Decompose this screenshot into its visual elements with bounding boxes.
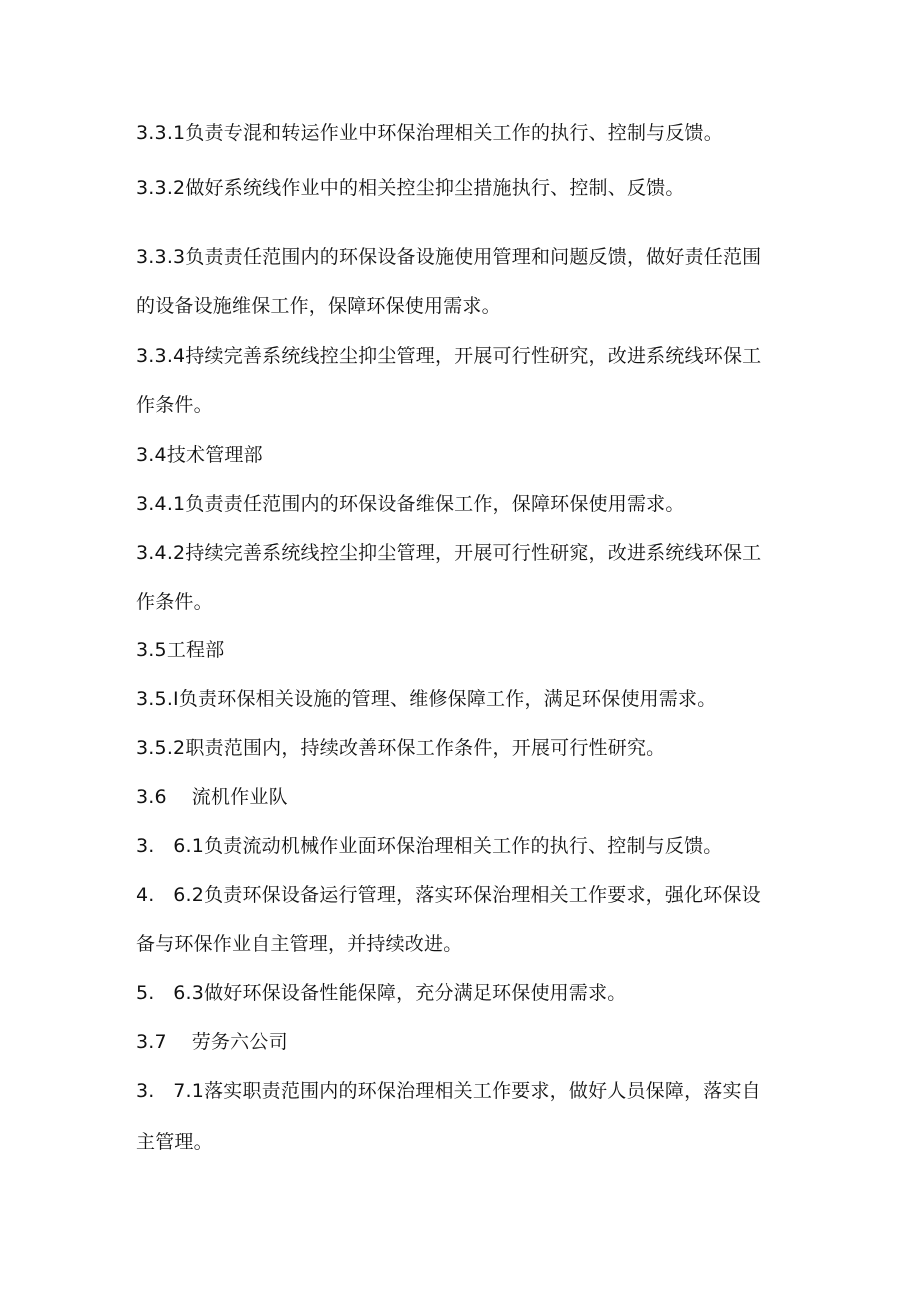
- section-heading-3-6: 3.6 流机作业队: [136, 786, 288, 808]
- text-line-3-3-3: 3.3.3负责责任范围内的环保设备设施使用管理和问题反馈，做好责任范围: [136, 246, 762, 268]
- text-line-3-4-2: 3.4.2持续完善系统线控尘抑尘管理，开展可行性研窕，改进系统线环保工: [136, 542, 762, 564]
- text-line-3-3-4: 3.3.4持续完善系统线控尘抑尘管理，开展可行性研究，改进系统线环保工: [136, 345, 762, 367]
- text-line-3-3-2: 3.3.2做好系统线作业中的相关控尘抑尘措施执行、控制、反馈。: [136, 177, 685, 199]
- section-heading-3-5: 3.5工程部: [136, 639, 225, 661]
- text-line-7-1-cont: 主管理。: [136, 1131, 213, 1153]
- section-heading-3-4: 3.4技术管理部: [136, 444, 263, 466]
- text-line-3-3-4-cont: 作条件。: [136, 394, 213, 416]
- text-line-6-1: 3. 6.1负责流动机械作业面环保治理相关工作的执行、控制与反馈。: [136, 835, 723, 857]
- text-line-3-5-1: 3.5.I负责环保相关设施的管理、维修保障工作，满足环保使用需求。: [136, 688, 717, 710]
- text-line-3-3-1: 3.3.1负责专混和转运作业中环保治理相关工作的执行、控制与反馈。: [136, 122, 723, 144]
- text-line-3-4-2-cont: 作条件。: [136, 591, 213, 613]
- text-line-6-2-cont: 备与环保作业自主管理，并持续改进。: [136, 933, 463, 955]
- text-line-3-4-1: 3.4.1负责责任范围内的环保设备维保工作，保障环保使用需求。: [136, 493, 685, 515]
- text-line-6-2: 4. 6.2负责环保设备运行管理，落实环保治理相关工作要求，强化环保设: [136, 884, 761, 906]
- text-line-3-3-3-cont: 的设备设施维保工作，保障环保使用需求。: [136, 295, 501, 317]
- section-heading-3-7: 3.7 劳务六公司: [136, 1031, 288, 1053]
- text-line-3-5-2: 3.5.2职责范围内，持续改善环保工作条件，开展可行性研究。: [136, 737, 666, 759]
- text-line-7-1: 3. 7.1落实职责范围内的环保治理相关工作要求，做好人员保障，落实自: [136, 1080, 761, 1102]
- text-line-6-3: 5. 6.3做好环保设备性能保障，充分满足环保使用需求。: [136, 982, 627, 1004]
